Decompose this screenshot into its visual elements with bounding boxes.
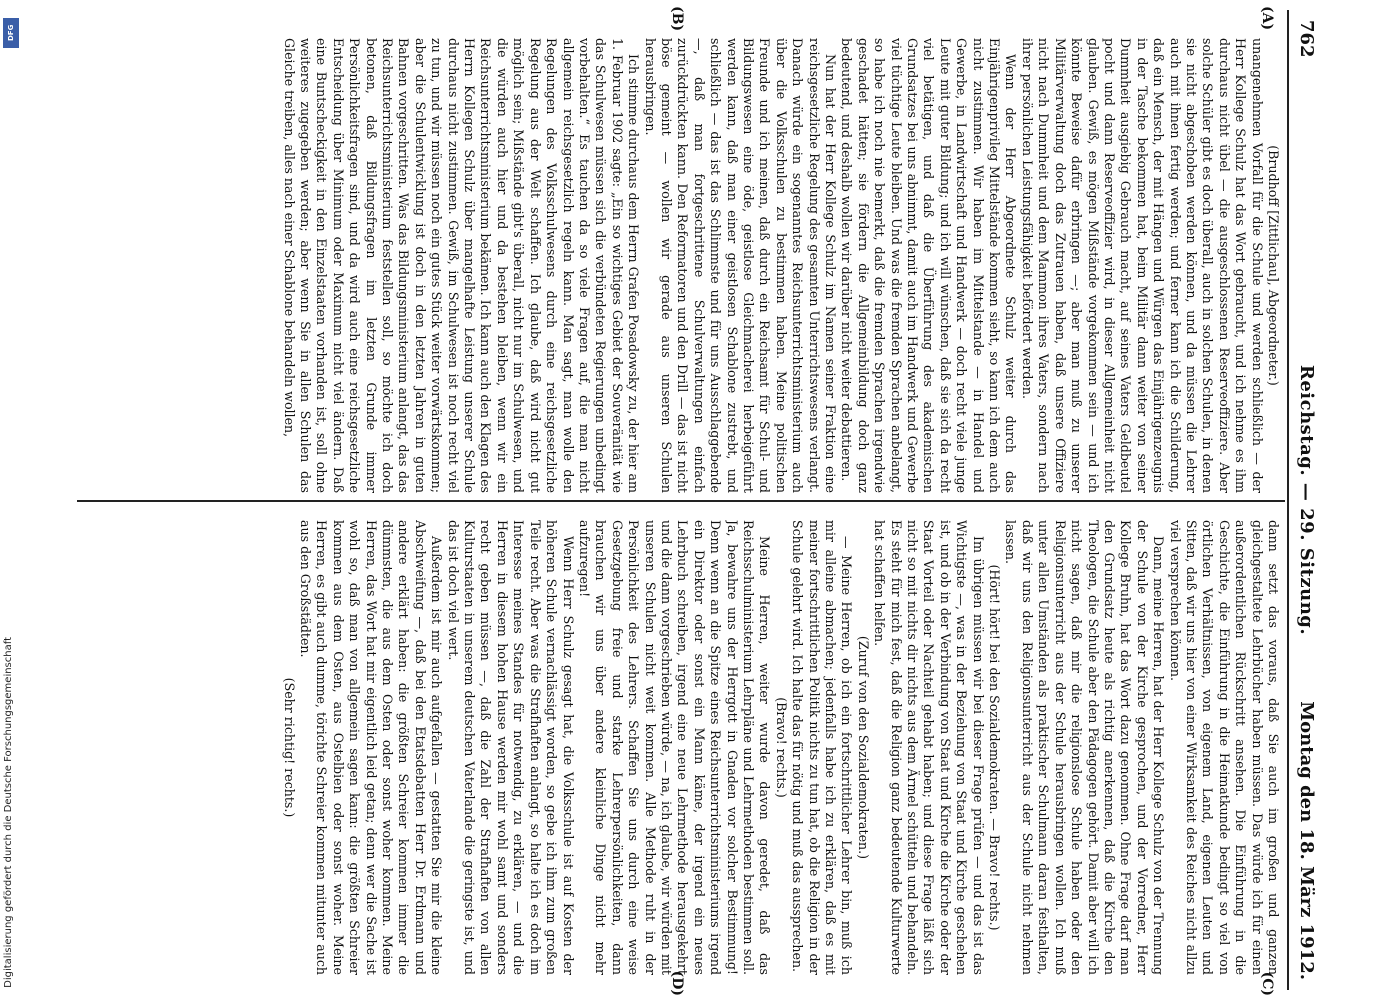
page-number: 762 xyxy=(1296,20,1317,58)
margin-marker-b: (B) xyxy=(669,6,685,32)
margin-marker-a: (A) xyxy=(1259,6,1275,31)
margin-marker-c: (C) xyxy=(1259,971,1275,996)
page-header xyxy=(1287,0,1317,1000)
paragraph: Meine Herren, weiter wurde davon geredet, daß das Reichsschulministerium Lehrpläne und Lehrmethoden bestimmen soll. Ja, bewahre uns der Herrgott in Gnaden vor solcher Bestimmung! Denn wenn an die Spitze eines Reichsunterrichtsministeriums irgend ein Direktor oder sonst ein Mann käme, der irgend ein neues Lehrbuch schreiben, irgend eine neue Lehrmethode herausgekehrt und die dann vorgeschrieben würde, — na, ich glaube, wir würden mit unseren Schulen nicht weit kommen. Alle Methode ruht in der Persönlichkeit des Lehrers. Schaffen Sie uns durch eine weise Gesetzgebung freie und starke Lehrerpersönlichkeiten, dann brauchen wir uns über andere kleinliche Dinge nicht mehr aufzuregen! xyxy=(576,520,773,975)
margin-marker-d: (D) xyxy=(669,970,685,996)
paragraph: Ich stimme durchaus dem Herrn Grafen Posadowsky zu, der hier am 1. Februar 1902 sagte: „Ein so wichtiges Gebiet der Souveränität wie das Schulwesen müssen sich die verbündeten Regierungen unbedingt vorbehalten.“ Es tauchen da so viele Fragen auf, die man nicht allgemein reichsgesetzlich regeln kann. Man sagt, man wolle den Regelungen des Volksschulwesens durch eine reichsgesetzliche Regelung aus der Welt schaffen. Ich glaube, daß wird nicht gut möglich sein; Mißstände gibt's überall, nicht nur im Schulwesen, und die würden auch hier und da bestehen bleiben, wenn wir ein Reichsunterrichtsministerium bekämen. Ich kann auch den Klagen des Herrn Kollegen Schulz über mangelhafte Leistung unserer Schule durchaus nicht zustimmen. Gewiß, im Schulwesen ist noch recht viel zu tun, und wir müssen noch ein gutes Stück weiter vorwärtskommen; aber die Schulentwicklung ist doch in den letzten Jahren in guten Bahnen vorgeschritten. Was das Bildungsministerium anlangt, das das Reichsunterrichtsministerium feststellen soll, so möchte ich doch betonen, daß Bildungsfragen im letzten Grunde immer Persönlichkeitsfragen sind, und da wird auch eine reichsgesetzliche Entscheidung über Minimum oder Maximum nicht viel ändern. Daß eine Buntscheckigkeit in den Einzelstaaten vorhanden ist, soll ohne weiteres zugegeben werden; aber wenn Sie in allen Schulen das Gleiche treiben, alles nach einer Schablone behandeln wollen, xyxy=(281,38,642,493)
digitization-note: Digitalisierung gefördert durch die Deutsche Forschungsgemeinschaft xyxy=(3,637,14,988)
paragraph: unangenehmen Vorfall für die Schule und werden schließlich — der Herr Kollege Schulz hat das Wort gebraucht, und ich nehme es ihm durchaus nicht übel — die ausgeschlossenen Reserveoffiziere. Aber solche Schüler gibt es doch überall, auch in solchen Schulen, in denen sie nicht abgeschoben werden können, und da müssen die Lehrer auch mit ihnen fertig werden; und ferner kann ich die Schilderung, daß ein Mensch, der mit Hängen und Würgen das Einjährigenzeugnis in der Tasche bekommen hat, beim Militär dann weiter von seiner Dummheit ausgiebig Gebrauch macht, auf seines Vaters Geldbeutel pocht und dann Reserveoffizier wird, in dieser Allgemeinheit nicht glauben. Gewiß, es mögen Mißstände vorgekommen sein — und ich könnte Beweise dafür erbringen —; aber man muß zu unserer Militärverwaltung doch das Zutrauen haben, daß unsere Offiziere nicht nach Dummheit und dem Mammon ihres Vaters, sondern nach ihrer persönlichen Leistungsfähigkeit befördert werden. xyxy=(1019,38,1265,493)
paragraph: Nun hat der Herr Kollege Schulz im Namen seiner Fraktion eine reichsgesetzliche Regelung des gesamten Unterrichtswesens verlangt. Danach würde ein sogenanntes Reichsunterrichtsministerium auch über die Volksschulen zu bestimmen haben. Meine politischen Freunde und ich meinen, daß durch ein Reichsamt für Schul- und Bildungswesen eine öde, geistlose Gleichmacherei herbeigeführt werden kann, daß man einer geistlosen Schablone zustrebt, und schließlich — das ist das Schlimmste und für uns Ausschlaggebende —, daß man fortgeschrittene Schulverwaltungen einfach zurückdrückten kann. Den Reformatoren und den Drill — das ist nicht böse gemeint — wollen wir gerade aus unseren Schulen herausbringen. xyxy=(642,38,839,493)
interjection: (Hört! hört! bei den Sozialdemokraten. — Bravo! rechts.) xyxy=(987,564,1003,931)
paragraph: Wenn Herr Schulz gesagt hat, die Volksschule ist auf Kosten der höheren Schule vernachlässigt worden, so gebe ich ihm zum großen Teile recht. Aber was die Strafhaften anlangt, so halte ich es doch im Interesse meines Standes für notwendig, zu erklären, — und die Herren in diesem hohen Hause werden mir wohl samt und sonders recht geben müssen —, daß die Zahl der Strafhaften von allen Kulturstaaten in unserem deutschen Vaterlande die geringste ist, und das ist doch viel wert. xyxy=(445,520,576,975)
left-column xyxy=(75,38,1281,493)
paragraph: — Meine Herren, ob ich ein fortschrittlicher Lehrer bin, muß ich mir alleine abmachen; jedenfalls habe ich zu erklären, daß es mit meiner fortschrittlichen Politik nichts zu tun hat, ob die Religion in der Schule gelehrt wird. Ich halte das für nötig und muß das aussprechen. xyxy=(790,520,855,975)
interjection: (Sehr richtig! rechts.) xyxy=(281,677,297,818)
header-rule xyxy=(1287,10,1289,990)
paragraph: Wenn der Herr Abgeordnete Schulz weiter durch das Einjährigenprivileg Mittelstände kommen sieht, so kann ich dem auch nicht zustimmen. Wir haben im Mittelstande — in Handel und Gewerbe, in Landwirtschaft und Handwerk — doch recht viele junge Leute mit guter Bildung; und ich will wünschen, daß sie sich da recht viel betätigen, und daß die Überführung des akademischen Grundsatzes bei uns abnimmt, damit auch im Handwerk und Gewerbe viel tüchtige Leute bleiben. Und was die fremden Sprachen anbelangt, so habe ich noch nie bemerkt, daß die fremden Sprachen irgendwie geschadet hätten; sie fördern die Allgemeinbildung doch ganz bedeutend, und deshalb wollen wir darüber nicht weiter debattieren. xyxy=(839,38,1019,493)
session-date: Montag den 18. März 1912. xyxy=(1296,701,1317,980)
paragraph: Außerdem ist mir auch aufgefallen — gestatten Sie mir die kleine Abschweifung —, daß bei den Etatsdebatten Herr Dr. Erdmann und andere erklärt haben: die größten Schreier kommen immer die dümmsten, die aus dem Osten oder sonst woher kommen. Meine Herren, das Wort hat mir eigentlich leid getan; denn wer die Sache ist wohl so, daß man von allgemein sagen kann: die größten Schreier kommen aus dem Osten, aus Ostelbien oder sonst woher. Meine Herren, es gibt auch dumme, törichte Schreier kommen mitunter auch aus den Großstädten. xyxy=(298,520,445,975)
interjection: (Bravo! rechts.) xyxy=(773,697,789,798)
right-column xyxy=(75,520,1281,975)
dfg-logo: DFG xyxy=(3,18,19,48)
paragraph: Im übrigen müssen wir bei dieser Frage prüfen — und das ist das Wichtigste —, was in der Beziehung von Staat und Kirche geschehen ist, und ob in der Verbindung von Staat und Kirche die Kirche oder der Staat Vorteil oder Nachteil gehabt haben; und diese Frage läßt sich nicht so mit nichts dir nichts aus dem Ärmel schütteln und behandeln. Es steht für mich fest, daß die Religion ganz bedeutende Kulturwerte hat schaffen helfen. xyxy=(872,520,986,975)
document-page xyxy=(65,0,1325,1000)
paragraph: dann setzt das voraus, daß Sie auch im großen und ganzen gleichgestaltete Lehrbücher haben müssen. Das würde ich für einen außerordentlichen Rückschritt ansehen. Die Einführung in die Geschichte, die Einführung in die Heimatkunde bedingt so viel von örtlichen Verhältnissen, von eigenem Land, eigenen Leuten und Sitten, daß wir uns hier von einer Wirksamkeit des Reiches nicht allzu viel versprechen können. xyxy=(1167,520,1281,975)
session-title: Reichstag. — 29. Sitzung. xyxy=(1296,364,1317,636)
digitization-footer xyxy=(0,0,22,1000)
paragraph: Dann, meine Herren, hat der Herr Kollege Schulz von der Trennung der Schule von der Kirche gesprochen, und der Vorredner, Herr Kollege Bruhn, hat das Wort dazu genommen. Ohne Frage darf man den Grundsatz heute als richtig anerkennen, daß die Kirche den Theologen, die Schule aber den Pädagogen gehört. Damit aber will ich nicht sagen, daß mir die religionslose Schule haben oder den Religionsunterricht aus der Schule herausbringen wollen. Ich muß unter allen Umständen als praktischer Schulmann daran festhalten, daß wir uns den Religionsunterricht aus der Schule nicht nehmen lassen. xyxy=(1003,520,1167,975)
interjection: (Zuruf von den Sozialdemokraten.) xyxy=(855,635,871,860)
speaker-line: (Brudhoff [Zittlichau], Abgeordneter.) xyxy=(1266,145,1281,386)
column-divider xyxy=(77,500,1285,502)
